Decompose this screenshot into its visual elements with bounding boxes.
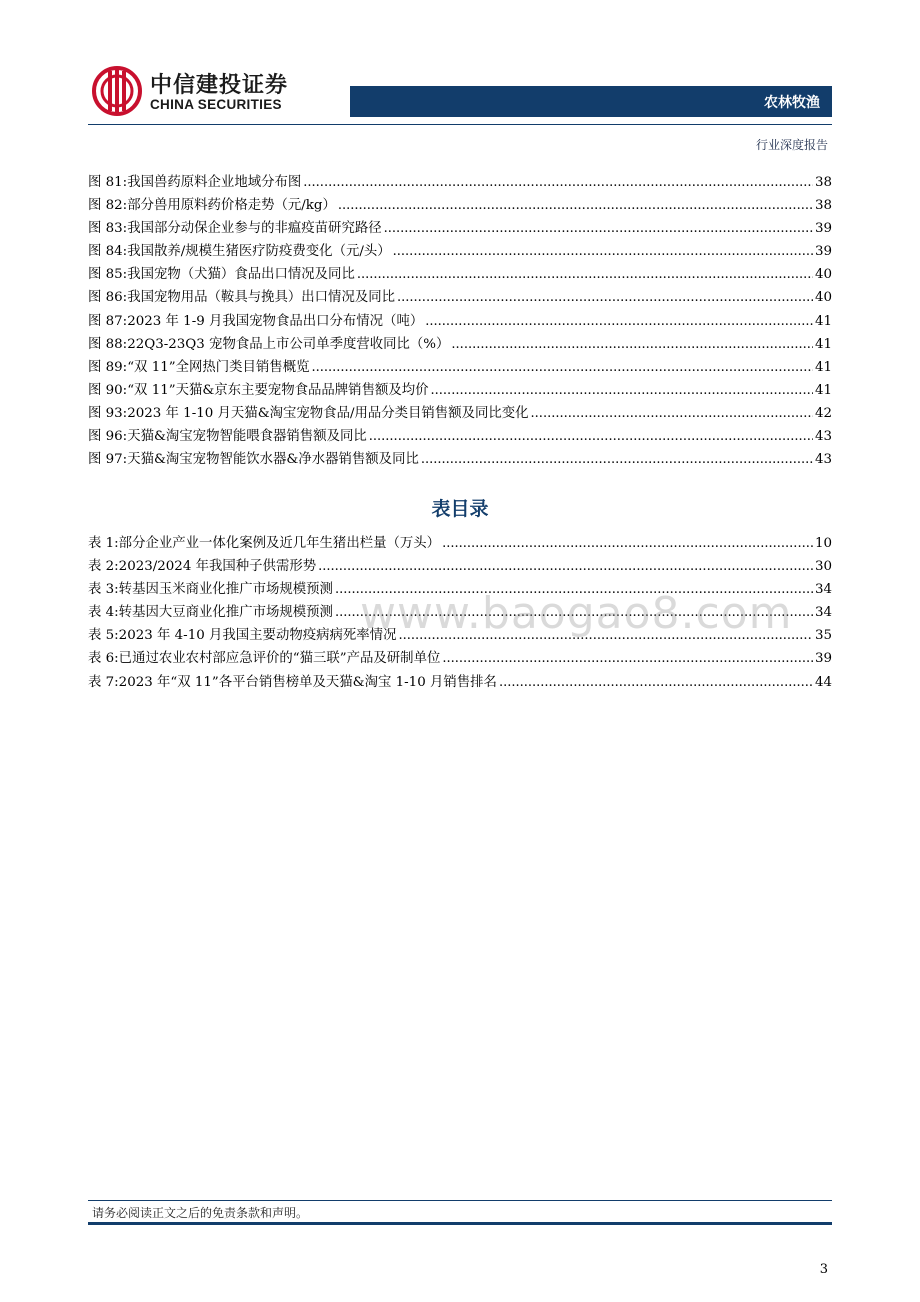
figure-entry-title: 图 85:我国宠物（犬猫）食品出口情况及同比 bbox=[88, 267, 355, 283]
figure-entry-page: 41 bbox=[814, 382, 832, 398]
china-securities-logo-icon bbox=[92, 66, 142, 116]
header-bar bbox=[350, 86, 832, 117]
figure-entry[interactable] bbox=[88, 379, 832, 402]
figure-entry[interactable] bbox=[88, 194, 832, 217]
figure-entry-page: 41 bbox=[814, 313, 832, 329]
figure-entry-page: 41 bbox=[814, 336, 832, 352]
dot-leader bbox=[303, 171, 813, 194]
figure-entry-page: 38 bbox=[814, 198, 832, 214]
figure-entry-title: 图 82:部分兽用原料药价格走势（元/kg） bbox=[88, 198, 336, 214]
table-entry[interactable] bbox=[88, 671, 832, 694]
figure-entry-title: 图 90:“双 11”天猫&京东主要宠物食品品牌销售额及均价 bbox=[88, 382, 429, 398]
footer-divider bbox=[88, 1200, 832, 1201]
figure-entry[interactable] bbox=[88, 310, 832, 333]
figure-entry[interactable] bbox=[88, 217, 832, 240]
dot-leader bbox=[531, 402, 813, 425]
tables-section-title: 表目录 bbox=[431, 498, 489, 520]
figure-entry-title: 图 83:我国部分动保企业参与的非瘟疫苗研究路径 bbox=[88, 221, 382, 237]
table-entry[interactable] bbox=[88, 555, 832, 578]
logo-english-name: CHINA SECURITIES bbox=[150, 97, 282, 112]
dot-leader bbox=[442, 647, 813, 670]
dot-leader bbox=[397, 286, 813, 309]
figure-entry-page: 43 bbox=[814, 429, 832, 445]
figure-entry-page: 41 bbox=[814, 359, 832, 375]
table-entry-title: 表 3:转基因玉米商业化推广市场规模预测 bbox=[88, 582, 333, 598]
dot-leader bbox=[499, 671, 813, 694]
table-entry-page: 34 bbox=[814, 582, 832, 598]
figure-entry[interactable] bbox=[88, 240, 832, 263]
dot-leader bbox=[425, 310, 813, 333]
figure-entry-page: 42 bbox=[814, 405, 832, 421]
table-entry-title: 表 7:2023 年“双 11”各平台销售榜单及天猫&淘宝 1-10 月销售排名 bbox=[88, 674, 497, 690]
figure-entry-title: 图 93:2023 年 1-10 月天猫&淘宝宠物食品/用品分类目销售额及同比变化 bbox=[88, 405, 529, 421]
figure-entry[interactable] bbox=[88, 448, 832, 471]
dot-leader bbox=[369, 425, 813, 448]
logo-chinese-name: 中信建投证券 bbox=[150, 73, 289, 98]
dot-leader bbox=[451, 333, 813, 356]
figure-entry-page: 43 bbox=[814, 452, 832, 468]
figure-entry-page: 38 bbox=[814, 175, 832, 190]
figure-list bbox=[88, 171, 832, 471]
footer-bar bbox=[88, 1222, 832, 1225]
disclaimer-note: 请务必阅读正文之后的免责条款和声明。 bbox=[92, 1206, 309, 1220]
dot-leader bbox=[431, 379, 813, 402]
figure-entry[interactable] bbox=[88, 356, 832, 379]
watermark: www.baogao8.com bbox=[360, 588, 793, 639]
dot-leader bbox=[384, 217, 813, 240]
table-entry-page: 34 bbox=[814, 605, 832, 621]
company-logo bbox=[92, 66, 292, 118]
table-entry-title: 表 6:已通过农业农村部应急评价的“猫三联”产品及研制单位 bbox=[88, 651, 441, 667]
header-divider bbox=[88, 124, 832, 125]
figure-entry[interactable] bbox=[88, 286, 832, 309]
figure-entry[interactable] bbox=[88, 425, 832, 448]
figure-entry-title: 图 86:我国宠物用品（鞍具与挽具）出口情况及同比 bbox=[88, 290, 396, 306]
sector-label: 农林牧渔 bbox=[764, 95, 820, 111]
figure-entry-title: 图 89:“双 11”全网热门类目销售概览 bbox=[88, 359, 310, 375]
table-entry-page: 30 bbox=[814, 559, 832, 575]
table-entry-title: 表 1:部分企业产业一体化案例及近几年生猪出栏量（万头） bbox=[88, 536, 441, 551]
dot-leader bbox=[318, 555, 813, 578]
dot-leader bbox=[442, 532, 813, 555]
table-entry-page: 39 bbox=[814, 651, 832, 667]
figure-entry-title: 图 96:天猫&淘宝宠物智能喂食器销售额及同比 bbox=[88, 429, 367, 445]
figure-entry-page: 40 bbox=[814, 267, 832, 283]
figure-entry[interactable] bbox=[88, 171, 832, 194]
figure-entry-title: 图 97:天猫&淘宝宠物智能饮水器&净水器销售额及同比 bbox=[88, 452, 419, 468]
figure-entry-page: 39 bbox=[814, 221, 832, 237]
dot-leader bbox=[357, 263, 813, 286]
figure-entry-page: 40 bbox=[814, 290, 832, 306]
table-entry-title: 表 5:2023 年 4-10 月我国主要动物疫病病死率情况 bbox=[88, 628, 397, 644]
table-entry[interactable] bbox=[88, 532, 832, 555]
dot-leader bbox=[421, 448, 813, 471]
dot-leader bbox=[338, 194, 813, 217]
report-type: 行业深度报告 bbox=[755, 138, 828, 152]
figure-entry-title: 图 84:我国散养/规模生猪医疗防疫费变化（元/头） bbox=[88, 244, 391, 260]
figure-entry[interactable] bbox=[88, 333, 832, 356]
table-entry[interactable] bbox=[88, 647, 832, 670]
table-entry-page: 35 bbox=[814, 628, 832, 644]
figure-entry-title: 图 81:我国兽药原料企业地域分布图 bbox=[88, 175, 302, 190]
table-entry-page: 44 bbox=[814, 674, 832, 690]
figure-entry-page: 39 bbox=[814, 244, 832, 260]
figure-entry-title: 图 87:2023 年 1-9 月我国宠物食品出口分布情况（吨） bbox=[88, 313, 424, 329]
figure-entry[interactable] bbox=[88, 263, 832, 286]
dot-leader bbox=[393, 240, 813, 263]
table-entry-title: 表 4:转基因大豆商业化推广市场规模预测 bbox=[88, 605, 333, 621]
table-entry-page: 10 bbox=[814, 536, 832, 551]
page-number: 3 bbox=[819, 1262, 828, 1277]
figure-entry-title: 图 88:22Q3-23Q3 宠物食品上市公司单季度营收同比（%） bbox=[88, 336, 450, 352]
figure-entry[interactable] bbox=[88, 402, 832, 425]
table-entry-title: 表 2:2023/2024 年我国种子供需形势 bbox=[88, 559, 317, 575]
dot-leader bbox=[311, 356, 812, 379]
